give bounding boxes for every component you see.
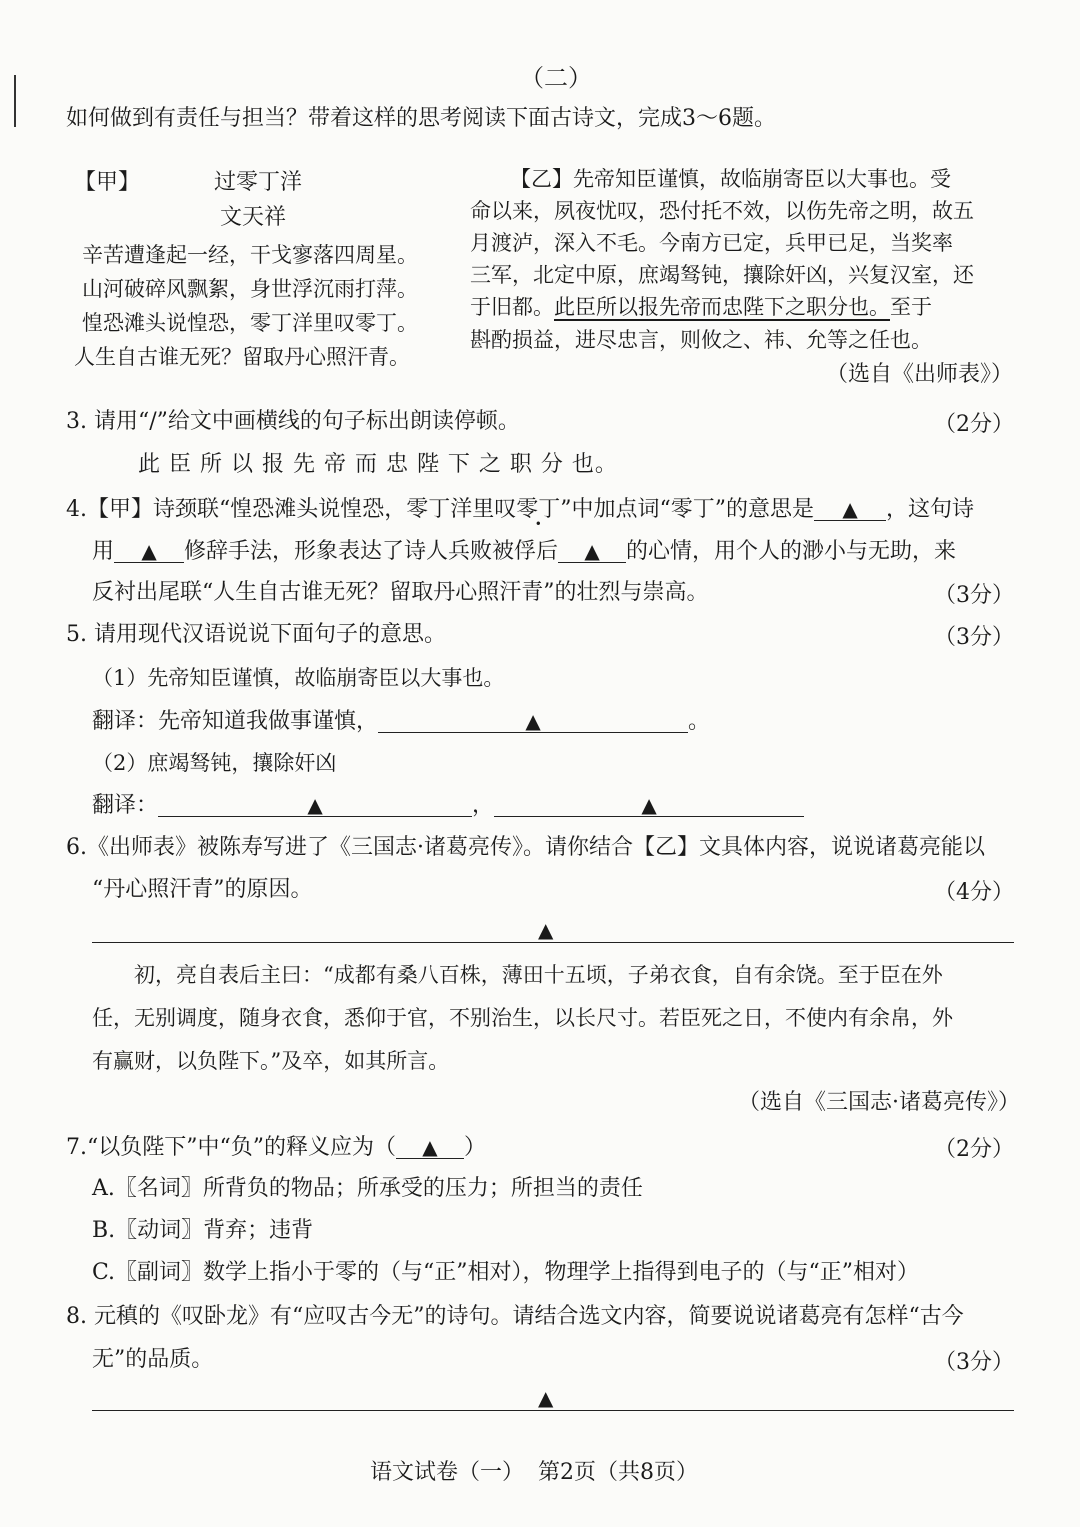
prose-source: （选自《出师表》）: [826, 362, 1014, 387]
q5-translation-1: [92, 706, 710, 737]
q4-text: 的心情，用个人的渺小与无助，来: [626, 539, 957, 564]
poem-line: 人生自古谁无死？留取丹心照汗青。: [74, 345, 410, 369]
answer-triangle-icon: ▲: [538, 1386, 554, 1410]
q4-text: 用: [92, 539, 115, 564]
passage-line: 有赢财，以负陛下。”及卒，如其所言。: [92, 1049, 450, 1073]
q5-text: 翻译：先帝知道我做事谨慎，: [92, 709, 379, 734]
answer-line-q8[interactable]: [92, 1410, 1014, 1411]
q4-text: ”中加点词“零丁”的意思是: [560, 497, 815, 522]
answer-blank[interactable]: [558, 536, 626, 563]
underlined-sentence: 此臣所以报先帝而忠陛下之职分也。: [554, 295, 890, 319]
answer-blank[interactable]: [114, 536, 184, 563]
option-b[interactable]: B.〖动词〗背弃；违背: [92, 1218, 314, 1243]
q5-text: 翻译：: [92, 793, 159, 818]
margin-mark: [14, 75, 16, 127]
q5-text: 。: [688, 709, 711, 734]
poem-title: 过零丁洋: [214, 170, 303, 195]
question-7: [66, 1132, 486, 1163]
section-intro: 如何做到有责任与担当？带着这样的思考阅读下面古诗文，完成3～6题。: [66, 106, 776, 131]
score-q4: （3分）: [934, 583, 1014, 608]
score-q6: （4分）: [934, 880, 1014, 905]
question-3: 3. 请用“/”给文中画横线的句子标出朗读停顿。: [66, 409, 520, 434]
prose-text: 于旧都。: [470, 295, 554, 319]
prose-line: 三军，北定中原，庶竭驽钝，攘除奸凶，兴复汉室，还: [470, 263, 974, 287]
q7-text: 7.“以负陛下”中“负”的释义应为（: [66, 1135, 396, 1160]
answer-blank[interactable]: [814, 494, 886, 521]
section-title: （二）: [520, 64, 592, 92]
answer-line-q6[interactable]: [92, 942, 1014, 943]
answer-triangle-icon: ▲: [641, 793, 657, 817]
answer-triangle-icon: ▲: [307, 793, 323, 817]
q7-text: ）: [463, 1135, 486, 1160]
answer-blank[interactable]: [378, 706, 688, 733]
question-4-line3: 反衬出尾联“人生自古谁无死？留取丹心照汗青”的壮烈与崇高。: [92, 580, 709, 605]
score-q8: （3分）: [934, 1350, 1014, 1375]
q4-text: ，这句诗: [886, 497, 975, 522]
score-q7: （2分）: [934, 1137, 1014, 1162]
poem-author: 文天祥: [220, 205, 287, 230]
answer-blank[interactable]: [396, 1132, 464, 1159]
q5-text: ，: [472, 793, 495, 818]
option-c[interactable]: C.〖副词〗数学上指小于零的（与“正”相对），物理学上指得到电子的（与“正”相对）: [92, 1260, 920, 1285]
q5-translation-2: [92, 790, 804, 821]
page-footer: 语文试卷（一） 第2页（共8页）: [370, 1460, 698, 1485]
answer-triangle-icon: ▲: [422, 1135, 438, 1159]
answer-triangle-icon: ▲: [584, 539, 600, 563]
question-6-line1: 6.《出师表》被陈寿写进了《三国志·诸葛亮传》。请你结合【乙】文具体内容，说说诸葛亮能以: [66, 835, 985, 860]
poem-line: 山河破碎风飘絮，身世浮沉雨打萍。: [82, 277, 418, 301]
prose-line: 月渡泸，深入不毛。今南方已定，兵甲已足，当奖率: [470, 231, 953, 255]
score-q5: （3分）: [934, 625, 1014, 650]
prose-line: [470, 292, 932, 322]
answer-triangle-icon: ▲: [842, 497, 858, 521]
passage-line: 任，无别调度，随身衣食，悉仰于官，不别治生，以长尺寸。若臣死之日，不使内有余帛，外: [92, 1006, 953, 1030]
q5-item-2: （2）庶竭驽钝，攘除奸凶: [92, 751, 337, 775]
prose-text: 至于: [890, 295, 932, 319]
question-8-line1: 8. 元稹的《叹卧龙》有“应叹古今无”的诗句。请结合选文内容，简要说说诸葛亮有怎样“古今: [66, 1304, 964, 1329]
prose-line: 斟酌损益，进尽忠言，则攸之、祎、允等之任也。: [470, 328, 932, 352]
question-6-line2: “丹心照汗青”的原因。: [92, 877, 313, 902]
question-4-line1: [66, 494, 974, 525]
answer-triangle-icon: ▲: [538, 918, 554, 942]
poem-line: 惶恐滩头说惶恐，零丁洋里叹零丁。: [82, 311, 418, 335]
poem-line: 辛苦遭逢起一经，干戈寥落四周星。: [82, 243, 418, 267]
q3-sentence: 此 臣 所 以 报 先 帝 而 忠 陛 下 之 职 分 也。: [138, 452, 618, 477]
answer-triangle-icon: ▲: [525, 709, 541, 733]
answer-triangle-icon: ▲: [141, 539, 157, 563]
score-q3: （2分）: [934, 412, 1014, 437]
question-8-line2: 无”的品质。: [92, 1347, 214, 1372]
poem-tag: 【甲】: [74, 170, 141, 195]
q4-text: 4.【甲】诗颈联“惶恐滩头说惶恐，零丁洋里叹: [66, 497, 517, 522]
answer-blank[interactable]: [494, 790, 804, 817]
answer-blank[interactable]: [158, 790, 472, 817]
option-a[interactable]: A.〖名词〗所背负的物品；所承受的压力；所担当的责任: [92, 1176, 643, 1201]
q5-item-1: （1）先帝知臣谨慎，故临崩寄臣以大事也。: [92, 666, 505, 690]
prose-line: 【乙】先帝知臣谨慎，故临崩寄臣以大事也。受: [510, 167, 951, 191]
q4-text: 修辞手法，形象表达了诗人兵败被俘后: [184, 539, 559, 564]
passage-source: （选自《三国志·诸葛亮传》）: [738, 1090, 1020, 1115]
passage-line: 初，亮自表后主曰：“成都有桑八百株，薄田十五顷，子弟衣食，自有余饶。至于臣在外: [134, 963, 943, 987]
prose-line: 命以来，夙夜忧叹，恐付托不效，以伤先帝之明，故五: [470, 199, 974, 223]
dotted-word: 零丁: [516, 497, 561, 522]
question-4-line2: [92, 536, 956, 567]
question-5: 5. 请用现代汉语说说下面句子的意思。: [66, 622, 446, 647]
